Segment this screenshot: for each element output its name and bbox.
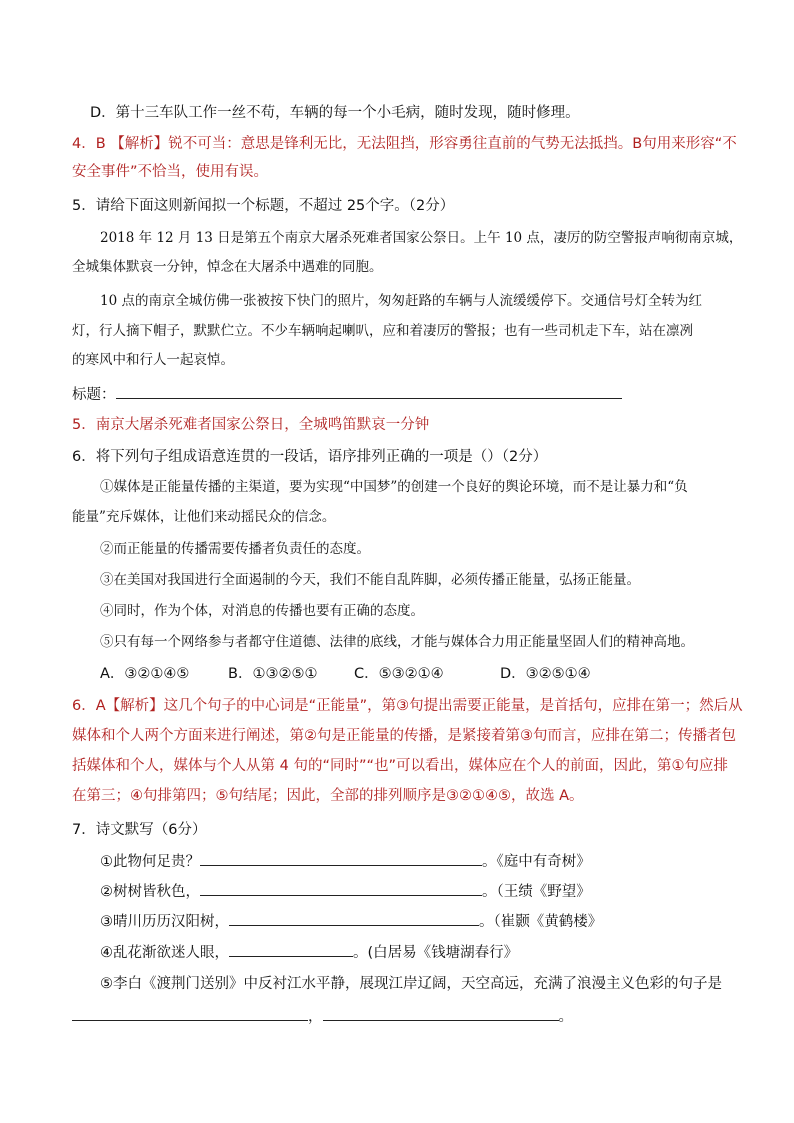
title-answer-blank[interactable] [116,384,622,399]
poem-item-3-blank[interactable] [229,911,479,926]
poem-item-3-start: ③晴川历历汉阳树， [100,914,229,930]
q6-option-c: C．⑤③②①④ [354,666,444,682]
title-label: 标题： [72,387,116,403]
poem-item-1-blank[interactable] [200,851,482,866]
poem-item-5-blank-2[interactable] [323,1006,559,1021]
answer-6-line-1: 6．A【解析】这几个句子的中心词是“正能量”，第③句提出需要正能量，是首括句，应排在第一；然后从 [72,698,743,714]
sentence-1-line-2: 能量”充斥媒体，让他们来动摇民众的信念。 [72,509,336,525]
answer-4-line-1: 4．B 【解析】锐不可当：意思是锋利无比，无法阻挡，形容勇往直前的气势无法抵挡。B句用来形容“不 [72,136,737,152]
poem-item-2-start: ②树树皆秋色， [100,884,200,900]
news-paragraph-2-line-1: 10 点的南京全城仿佛一张被按下快门的照片，匆匆赶路的车辆与人流缓缓停下。交通信号灯全转为红 [100,293,702,309]
answer-6-line-4: 在第三；④句排第四；⑤句结尾；因此，全部的排列顺序是③②①④⑤，故选 A。 [72,788,584,804]
news-paragraph-1-line-2: 全城集体默哀一分钟，悼念在大屠杀中遇难的同胞。 [72,259,383,275]
poem-item-2-end: 。（王绩《野望》 [482,884,591,900]
poem-item-1-start: ①此物何足贵？ [100,854,200,870]
news-paragraph-1-line-1: 2018 年 12 月 13 日是第五个南京大屠杀死难者国家公祭日。上午 10 点，凄厉的防空警报声响彻南京城， [100,230,743,246]
sentence-2: ②而正能量的传播需要传播者负责任的态度。 [100,541,370,557]
title-answer-row [72,384,622,405]
poem-item-4 [100,942,518,963]
sentence-1-line-1: ①媒体是正能量传播的主渠道，要为实现“中国梦”的创建一个良好的舆论环境，而不是让暴力和“负 [100,479,688,495]
answer-5: 5．南京大屠杀死难者国家公祭日，全城鸣笛默哀一分钟 [72,417,430,433]
poem-item-5-end: 。 [558,1009,573,1025]
poem-item-5-separator: ， [308,1009,323,1025]
poem-item-3-end: 。（崔颢《黄鹤楼》 [479,914,603,930]
answer-4-line-2: 安全事件”不恰当，使用有误。 [72,164,269,180]
sentence-5: ⑤只有每一个网络参与者都守住道德、法律的底线，才能与媒体合力用正能量坚固人们的精神高地。 [100,634,694,650]
poem-item-2-blank[interactable] [200,881,482,896]
q6-option-d: D．③②⑤①④ [500,666,591,682]
news-paragraph-2-line-2: 灯，行人摘下帽子，默默伫立。不少车辆响起喇叭，应和着凄厉的警报；也有一些司机走下车，站在凛冽 [72,323,693,339]
sentence-4: ④同时，作为个体，对消息的传播也要有正确的态度。 [100,603,424,619]
poem-item-5-prompt: ⑤李白《渡荆门送别》中反衬江水平静，展现江岸辽阔，天空高远，充满了浪漫主义色彩的句子是 [100,976,722,992]
q6-option-b: B．①③②⑤① [228,666,318,682]
poem-item-4-start: ④乱花渐欲迷人眼， [100,945,229,961]
poem-item-5-blank-1[interactable] [72,1006,308,1021]
poem-item-4-blank[interactable] [229,942,353,957]
sentence-3: ③在美国对我国进行全面遏制的今天，我们不能自乱阵脚，必须传播正能量，弘扬正能量。 [100,572,640,588]
news-paragraph-2-line-3: 的寒风中和行人一起哀悼。 [72,352,234,368]
question-7-prompt: 7．诗文默写（6分） [72,822,207,838]
poem-item-3 [100,911,602,932]
answer-6-line-2: 媒体和个人两个方面来进行阐述，第②句是正能量的传播，是紧接着第③句而言，应排在第二；传播者包 [72,728,736,744]
answer-6-line-3: 括媒体和个人，媒体与个人从第 4 句的“同时”“也”可以看出，媒体应在个人的前面，因此，第①句应排 [72,758,728,774]
poem-item-5-answer-row [72,1006,573,1027]
poem-item-2 [100,881,591,902]
poem-item-1-end: 。《庭中有奇树》 [482,854,591,870]
q3-option-d: D．第十三车队工作一丝不苟，车辆的每一个小毛病，随时发现，随时修理。 [90,105,580,121]
question-6-prompt: 6．将下列句子组成语意连贯的一段话，语序排列正确的一项是（）（2分） [72,449,548,465]
q6-option-a: A．③②①④⑤ [100,666,190,682]
poem-item-4-end: 。(白居易《钱塘湖春行》 [353,945,519,961]
question-5-prompt: 5．请给下面这则新闻拟一个标题，不超过 25个字。（2分） [72,198,455,214]
poem-item-1 [100,851,591,872]
